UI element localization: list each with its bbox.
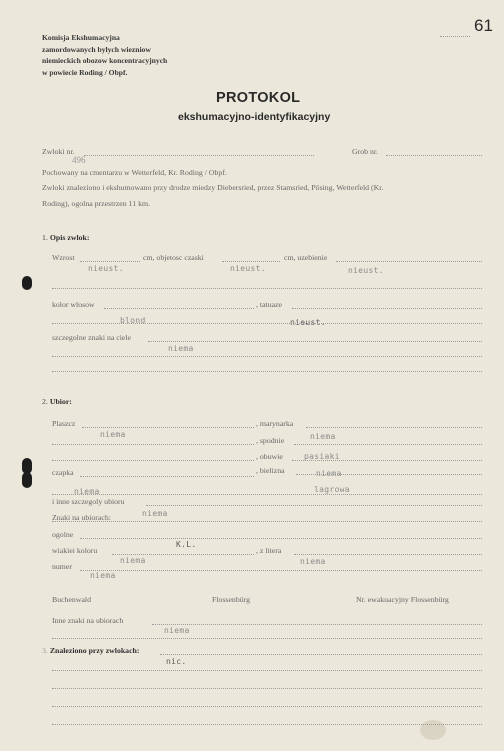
paper-stain [420,720,446,740]
commission-name [42,32,167,78]
found-location-text-1: Zwloki znaleziono i ekshumowano przy drodze miedzy Diebersried, przez Stamsried, Pösing, Wetterfeld (Kr. [42,183,384,192]
general-line [80,538,482,539]
found-items-blank-line-3 [52,706,482,707]
page-number-dash [440,36,470,37]
found-items-value: nic. [166,657,187,666]
other-clothing-line [146,505,482,506]
hair-blank-line [52,323,482,324]
clothing-marks-label: Znaki na ubiorach: [52,513,111,522]
number-label: numer [52,562,72,571]
description-blank-line [52,288,482,289]
org-line-4: w powiecie Roding / Obpf. [42,67,128,77]
body-marks-value: niema [168,344,194,353]
other-clothing-marks-label: Inne znaki na ubiorach [52,616,124,625]
teeth-label: cm, uzebienie [284,253,328,262]
hair-color-line [104,308,254,309]
height-value: nieust. [88,264,124,273]
found-location-text-2: Roding), ogolna przestrzen 11 km. [42,199,150,208]
cap-line [80,476,254,477]
underwear-value-1: niema [316,469,342,478]
section-1-title: Opis zwlok: [49,233,90,242]
found-items-line [160,654,482,655]
flossenburg-label: Flossenbürg [212,595,250,604]
body-marks-blank-line-2 [52,371,482,372]
underwear-value-2: lagrowa [314,485,350,494]
punch-hole-top [22,276,32,290]
patch-color-value: niema [120,556,146,565]
clothing-marks-line [52,521,482,522]
buchenwald-label: Buchenwald [52,595,91,604]
evacuation-number-label: Nr. ewakuacyjny Flossenbürg [356,595,449,604]
coat-label: Plaszcz [52,419,76,428]
page-title: PROTOKOL [216,90,301,106]
cap-value: niema [74,487,100,496]
corpse-number-line [84,155,314,156]
trousers-value-line [294,444,482,445]
skull-label: cm, objetosc czaski [143,253,204,262]
jacket-line [306,427,482,428]
skull-value: nieust. [230,264,266,273]
section-3-number: 3. [42,646,48,655]
other-clothing-blank-line [52,638,482,639]
section-2-number: 2. [42,397,48,406]
tattoos-line [292,308,482,309]
number-value: niema [90,571,116,580]
letter-line [294,554,482,555]
trousers-label: , spodnie [256,436,285,445]
found-items-blank-line-1 [52,670,482,671]
body-marks-line [148,341,482,342]
burial-place-text: Pochowany na cmentarzu w Wetterfeld, Kr. Roding / Obpf. [42,168,227,177]
teeth-value: nieust. [348,266,384,275]
hair-color-value: blond [120,316,146,325]
section-2-title: Ubior: [49,397,72,406]
patch-color-line [112,554,254,555]
shoes-label: , obuwie [256,452,283,461]
general-label: ogolne [52,530,74,539]
corpse-number-label: Zwloki nr. [42,147,75,156]
tattoos-value: nieust. [290,318,326,327]
other-clothing-label: i inne szczegoly ubioru [52,497,125,506]
cap-blank-line [52,494,482,495]
jacket-label: , marynarka [256,419,294,428]
teeth-line [336,261,482,262]
body-marks-label: szczegolne znaki na ciele [52,333,132,342]
shoes-value: pasiaki [304,452,340,461]
section-1-heading [42,233,89,242]
grave-number-line [386,155,482,156]
height-label: Wzrost [52,253,75,262]
color-value: K.L. [176,540,197,549]
body-marks-blank-line-1 [52,356,482,357]
org-line-2: zamordowanych bylych wiezniow [42,44,151,54]
shoes-line [52,460,254,461]
skull-line [222,261,280,262]
clothing-marks-value: niema [142,509,168,518]
page-subtitle: ekshumacyjno-identyfikacyjny [178,111,331,123]
patch-color-label: wiakiei koloru [52,546,98,555]
found-items-blank-line-2 [52,688,482,689]
org-line-3: niemieckich obozow koncentracyjnych [42,56,168,66]
section-3-heading [42,646,139,655]
punch-hole-lower [22,472,32,488]
other-clothing-marks-value: niema [164,626,190,635]
cap-label: czapka [52,468,74,477]
coat-line [82,427,254,428]
tattoos-label: , tatuaze [256,300,282,309]
letter-label: , z litera [256,546,282,555]
grave-number-label: Grob nr. [352,147,378,156]
underwear-label: , bielizna [256,466,285,475]
hair-color-label: kolor wlosow [52,300,95,309]
found-items-blank-line-4 [52,724,482,725]
section-3-title: Znaleziono przy zwlokach: [49,646,140,655]
corpse-number-value: 496 [72,155,86,165]
trousers-value: niema [310,432,336,441]
coat-value: niema [100,430,126,439]
section-2-heading [42,397,72,406]
letter-value: niema [300,557,326,566]
height-line [80,261,140,262]
other-clothing-marks-line [152,624,482,625]
org-line-1: Komisja Ekshumacyjna [42,33,120,42]
section-1-number: 1. [42,233,48,242]
number-line [80,570,482,571]
page-number: 61 [474,16,493,35]
trousers-line [52,444,254,445]
